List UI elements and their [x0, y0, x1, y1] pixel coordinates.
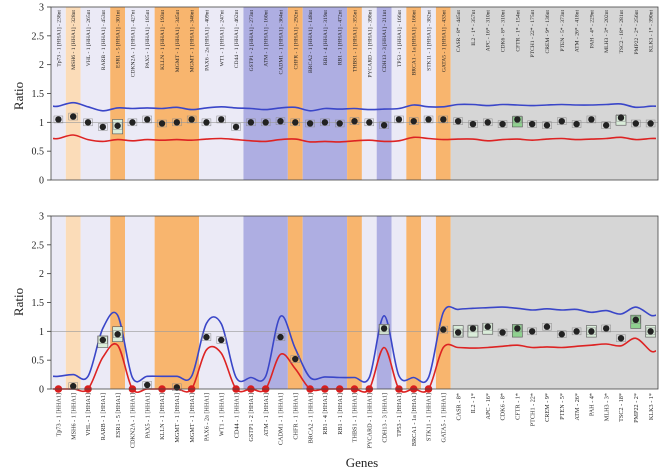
bottom-probe-label: RB1 - 4 [HHA1]: [322, 393, 330, 435]
bottom-y-tick-label: 2: [39, 269, 44, 281]
bottom-probe-label: PYCARD - 1 [HHA1]: [366, 393, 374, 449]
bottom-probe-label: PTCH1 - 22*: [529, 393, 537, 427]
top-probe-label: PTEN - 5* - 373nt: [559, 10, 566, 52]
bottom-probe-label: ATM - 26*: [573, 393, 581, 421]
top-data-point: [174, 119, 180, 125]
bottom-probe-label: BRCA1 - 1a [HHA1]: [410, 393, 418, 447]
bottom-probe-label: PMP22 - 2*: [632, 393, 640, 423]
bottom-band-orange: [288, 216, 303, 389]
bottom-band-purple: [243, 216, 287, 389]
x-axis-label: Genes: [345, 455, 379, 470]
top-y-axis-label: Ratio: [11, 81, 26, 111]
top-y-tick-label: 2.5: [31, 31, 44, 43]
bottom-data-point: [470, 325, 476, 331]
bottom-band-orange: [406, 216, 421, 389]
top-probe-label: PMP22 - 2* - 256nt: [633, 10, 640, 55]
top-probe-label: RB1 - 4 [HHA1] - 319nt: [322, 10, 329, 66]
bottom-band-peach: [66, 216, 81, 389]
top-data-point: [336, 120, 342, 126]
top-data-point: [70, 113, 76, 119]
top-probe-label: WT1 - 1 [HHA1] - 247nt: [219, 10, 226, 67]
top-y-tick-label: 2: [39, 60, 44, 72]
bottom-probe-label: CDK6 - 8*: [499, 393, 507, 421]
bottom-band-orange: [347, 216, 362, 389]
top-y-tick-label: 1.5: [31, 89, 44, 100]
top-probe-label: STK11 - 1 [HHA1] - 382nt: [426, 10, 433, 71]
top-probe-label: BRCA1 - 1a [HHA1] - 166nt: [411, 10, 418, 76]
bottom-y-tick-label: 2.5: [31, 240, 44, 252]
top-probe-label: PAH - 4* - 229nt: [589, 10, 596, 49]
bottom-probe-label: CFTR - 1*: [514, 393, 522, 420]
bottom-probe-label: CADM1 - 1 [HHA1]: [277, 393, 285, 446]
bottom-probe-label: CD44 - 1 [HHA1]: [233, 393, 241, 439]
top-probe-label: CD44 - 1 [HHA1] - 462nt: [234, 10, 241, 69]
top-data-point: [425, 116, 431, 122]
bottom-band-lav: [392, 216, 407, 389]
bottom-band-lav: [421, 216, 436, 389]
bottom-data-point: [618, 335, 624, 341]
bottom-data-point: [485, 324, 491, 330]
top-data-point: [233, 124, 239, 130]
bottom-probe-label: WT1 - 1 [HHA1]: [218, 393, 226, 437]
bottom-data-point: [499, 329, 505, 335]
bottom-probe-label: STK11 - 1 [HHA1]: [425, 393, 433, 442]
bottom-data-point: [100, 337, 106, 343]
top-probe-label: MGMT - 1 [HHA1] - 345nt: [174, 10, 181, 73]
top-data-point: [470, 121, 476, 127]
top-data-point: [55, 116, 61, 122]
top-probe-label: IL2 - 1* - 357nt: [470, 10, 477, 46]
top-probe-label: PYCARD - 1 [HHA1] - 398nt: [367, 10, 374, 78]
top-data-point: [292, 119, 298, 125]
top-probe-label: CFTR - 1* - 154nt: [515, 10, 522, 52]
top-y-tick-label: 0.5: [31, 146, 44, 158]
top-probe-label: CDK6 - 8* - 310nt: [500, 10, 507, 53]
bottom-data-point: [144, 382, 150, 388]
bottom-probe-label: PTEN - 5*: [558, 393, 566, 420]
top-data-point: [455, 118, 461, 124]
bottom-band-lav: [125, 216, 155, 389]
bottom-data-point: [440, 326, 446, 332]
bottom-data-point: [174, 384, 180, 390]
bottom-band-orange: [155, 216, 199, 389]
bottom-probe-label: PAH - 4*: [588, 393, 596, 417]
top-probe-label: GATA5 - 1 [HHA1] - 433nt: [441, 10, 448, 73]
top-data-point: [411, 118, 417, 124]
top-probe-label: CHFR - 1 [HHA1] - 292nt: [293, 10, 300, 70]
top-probe-label: ATM - 1 [HHA1] - 160nt: [263, 10, 270, 67]
top-data-point: [159, 120, 165, 126]
top-data-point: [188, 116, 194, 122]
top-data-point: [114, 123, 120, 129]
top-data-point: [440, 116, 446, 122]
top-data-point: [218, 116, 224, 122]
bottom-y-tick-label: 1.5: [31, 298, 44, 309]
bottom-probe-label: MGMT - 1 [HHA1]: [188, 393, 196, 443]
bottom-y-tick-label: 0: [39, 384, 44, 396]
top-data-point: [603, 122, 609, 128]
top-probe-label: MLH3 - 3* - 202nt: [604, 10, 611, 53]
top-probe-label: APC - 16* - 310nt: [485, 10, 492, 52]
top-data-point: [485, 119, 491, 125]
top-data-point: [262, 119, 268, 125]
bottom-probe-label: TP53 - 1 [HHA1]: [396, 393, 404, 437]
bottom-probe-label: ESR1 - 5 [HHA1]: [114, 393, 122, 438]
top-data-point: [100, 124, 106, 130]
bottom-data-point: [70, 383, 76, 389]
bottom-probe-label: ATM - 1 [HHA1]: [262, 393, 270, 437]
bottom-band-lav: [199, 216, 243, 389]
bottom-probe-label: MLH3 - 3*: [603, 393, 611, 422]
top-data-point: [203, 119, 209, 125]
top-probe-label: TP53 - 1 [HHA1] - 166nt: [396, 10, 403, 68]
top-probe-label: THBS1 - 1 [HHA1] - 355nt: [352, 10, 359, 72]
top-probe-label: PAX6 - 2a [HHA1] - 409nt: [204, 10, 211, 71]
top-probe-label: PAX5 - 1 [HHA1] - 185nt: [145, 10, 152, 69]
bottom-probe-label: BRCA2 - 1 [HHA1]: [307, 393, 315, 444]
top-probe-label: CDH13 - 3 [HHA1] - 211nt: [382, 10, 389, 73]
bottom-probe-label: CREM - 9*: [544, 393, 552, 422]
bottom-probe-label: KLLN - 1 [HHA1]: [159, 393, 167, 440]
bottom-data-point: [381, 325, 387, 331]
top-probe-label: MGMT - 1 [HHA1] - 346nt: [189, 10, 196, 73]
bottom-probe-label: RB1 - 1 [HHA1]: [336, 393, 344, 435]
bottom-data-point: [514, 325, 520, 331]
bottom-probe-label: TSC2 - 18*: [618, 393, 626, 422]
top-data-point: [277, 118, 283, 124]
top-probe-label: VHL - 1 [HHA1] - 265nt: [86, 10, 93, 67]
top-data-point: [529, 121, 535, 127]
bottom-probe-label: CASR - 8*: [455, 393, 463, 421]
top-data-point: [588, 116, 594, 122]
bottom-data-point: [559, 331, 565, 337]
top-data-point: [633, 120, 639, 126]
bottom-data-point: [603, 325, 609, 331]
bottom-data-point: [633, 317, 639, 323]
top-data-point: [647, 120, 653, 126]
bottom-probe-label: PAX5 - 1 [HHA1]: [144, 393, 152, 439]
top-data-point: [307, 120, 313, 126]
bottom-data-point: [588, 328, 594, 334]
top-data-point: [514, 116, 520, 122]
bottom-probe-label: THBS1 - 1 [HHA1]: [351, 393, 359, 443]
top-data-point: [129, 119, 135, 125]
bottom-band-lav: [81, 216, 111, 389]
bottom-data-point: [292, 356, 298, 362]
bottom-data-point: [647, 328, 653, 334]
bottom-data-point: [218, 337, 224, 343]
top-probe-label: MSH6 - 1 [HHA1] - 328nt: [71, 10, 78, 70]
top-data-point: [573, 121, 579, 127]
top-probe-label: ESR1 - 5 [HHA1] - 301nt: [115, 10, 122, 68]
bottom-probe-label: CHFR - 1 [HHA1]: [292, 393, 300, 440]
top-data-point: [559, 118, 565, 124]
bottom-probe-label: CDKN2A - 1 [HHA1]: [129, 393, 137, 449]
bottom-probe-label: APC - 16*: [484, 393, 492, 420]
bottom-y-axis-label: Ratio: [11, 287, 26, 317]
bottom-band-orange: [110, 216, 125, 389]
top-data-point: [85, 119, 91, 125]
top-probe-label: CADM1 - 1 [HHA1] - 364nt: [278, 10, 285, 75]
bottom-data-point: [455, 329, 461, 335]
top-data-point: [396, 116, 402, 122]
top-data-point: [381, 122, 387, 128]
top-data-point: [499, 121, 505, 127]
top-probe-label: KLK3 - 1* - 390nt: [648, 10, 655, 52]
bottom-probe-label: VHL - 1 [HHA1]: [85, 393, 93, 436]
top-probe-label: CDKN2A - 1 [HHA1] - 427nt: [130, 10, 137, 78]
top-y-tick-label: 1: [39, 117, 44, 129]
bottom-ratio-chart: [32, 212, 659, 449]
bottom-y-tick-label: 3: [39, 211, 44, 223]
bottom-data-point: [573, 328, 579, 334]
top-data-point: [144, 116, 150, 122]
top-probe-label: RB1 - 1 [HHA1] - 472nt: [337, 10, 344, 66]
bottom-probe-label: RARB - 1 [HHA1]: [100, 393, 108, 441]
bottom-data-point: [203, 334, 209, 340]
bottom-probe-label: Tp73 - 1 [HHA1]: [55, 393, 63, 437]
bottom-data-point: [114, 331, 120, 337]
bottom-data-point: [544, 324, 550, 330]
top-data-point: [248, 119, 254, 125]
bottom-band-lav: [51, 216, 66, 389]
bottom-band-lav: [362, 216, 377, 389]
bottom-band-grey: [451, 216, 658, 389]
top-band-grey: [451, 7, 658, 180]
top-ratio-chart: [32, 3, 659, 187]
bottom-probe-label: GATA5 - 1 [HHA1]: [440, 393, 448, 443]
bottom-y-tick-label: 0.5: [31, 355, 44, 367]
top-probe-label: CREM - 9* - 136nt: [544, 10, 551, 54]
top-probe-label: GSTP1 - 2 [HHA1] - 273nt: [248, 10, 255, 72]
bottom-probe-label: PAX6 - 2a [HHA1]: [203, 393, 211, 442]
bottom-data-point: [529, 328, 535, 334]
bottom-probe-label: MSH6 - 1 [HHA1]: [70, 393, 78, 440]
top-y-tick-label: 0: [39, 175, 44, 187]
top-data-point: [351, 118, 357, 124]
bottom-probe-label: IL2 - 1*: [470, 393, 478, 414]
top-y-tick-label: 3: [39, 2, 44, 14]
top-data-point: [618, 115, 624, 121]
top-probe-label: Tp73 - 1 [HHA1] - 238nt: [56, 10, 63, 67]
bottom-band-purple: [303, 216, 347, 389]
bottom-probe-label: CDH13 - 3 [HHA1]: [381, 393, 389, 443]
bottom-probe-label: KLK3 - 1*: [647, 393, 655, 421]
bottom-probe-label: MGMT - 1 [HHA1]: [174, 393, 182, 443]
top-probe-label: BRCA2 - 1 [HHA1] - 148nt: [308, 10, 315, 73]
top-probe-label: PTCH1 - 22* - 175nt: [530, 10, 537, 58]
top-probe-label: KLLN - 1 [HHA1] - 193nt: [160, 10, 167, 70]
bottom-data-point: [277, 334, 283, 340]
top-data-point: [366, 119, 372, 125]
bottom-band-purple: [377, 216, 392, 389]
bottom-y-tick-label: 1: [39, 326, 44, 338]
top-probe-label: RARB - 1 [HHA1] - 453nt: [100, 10, 107, 71]
top-data-point: [322, 119, 328, 125]
top-probe-label: CASR - 8* - 445nt: [456, 10, 463, 53]
bottom-probe-label: GSTP1 - 2 [HHA1]: [248, 393, 256, 442]
top-probe-label: ATM - 26* - 418nt: [574, 10, 581, 53]
top-data-point: [544, 122, 550, 128]
top-probe-label: TSC2 - 18* - 281nt: [618, 10, 625, 54]
